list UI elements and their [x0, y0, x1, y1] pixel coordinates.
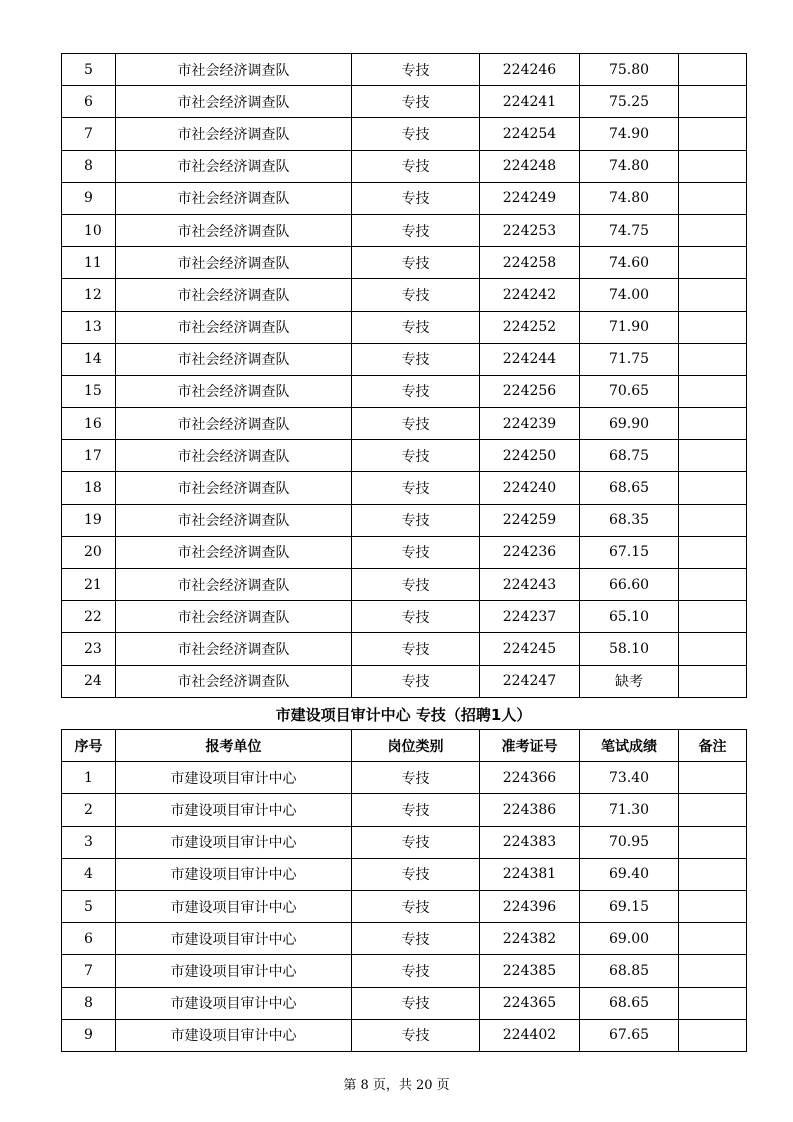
row-number: 5 — [62, 890, 116, 922]
table-row — [62, 247, 747, 279]
remark-cell — [679, 987, 747, 1019]
row-number: 7 — [62, 118, 116, 150]
table-row — [62, 440, 747, 472]
remark-cell — [679, 214, 747, 246]
section-title: 市建设项目审计中心 专技（招聘1人） — [275, 706, 532, 724]
exam-number-cell: 224382 — [480, 923, 580, 955]
category-cell: 专技 — [352, 569, 480, 601]
table-row — [62, 408, 747, 440]
table-row — [62, 279, 747, 311]
score-cell: 68.65 — [580, 987, 679, 1019]
table-row — [62, 150, 747, 182]
score-cell: 74.80 — [580, 150, 679, 182]
category-cell: 专技 — [352, 987, 480, 1019]
category-cell: 专技 — [352, 214, 480, 246]
remark-cell — [679, 54, 747, 86]
category-cell: 专技 — [352, 633, 480, 665]
exam-number-cell: 224243 — [480, 569, 580, 601]
score-cell: 75.25 — [580, 86, 679, 118]
unit-cell: 市社会经济调查队 — [116, 408, 352, 440]
exam-number-cell: 224386 — [480, 794, 580, 826]
header-category: 岗位类别 — [352, 730, 480, 762]
table-row — [62, 633, 747, 665]
remark-cell — [679, 955, 747, 987]
category-cell: 专技 — [352, 247, 480, 279]
row-number: 8 — [62, 150, 116, 182]
table-row — [62, 665, 747, 697]
score-cell: 68.65 — [580, 472, 679, 504]
score-cell: 58.10 — [580, 633, 679, 665]
table-row — [62, 118, 747, 150]
table-row — [62, 762, 747, 794]
row-number: 15 — [62, 375, 116, 407]
category-cell: 专技 — [352, 311, 480, 343]
score-cell: 73.40 — [580, 762, 679, 794]
exam-number-cell: 224242 — [480, 279, 580, 311]
score-cell: 71.90 — [580, 311, 679, 343]
header-remark: 备注 — [679, 730, 747, 762]
score-cell: 71.75 — [580, 343, 679, 375]
exam-number-cell: 224240 — [480, 472, 580, 504]
unit-cell: 市社会经济调查队 — [116, 472, 352, 504]
table-row — [62, 214, 747, 246]
category-cell: 专技 — [352, 343, 480, 375]
row-number: 23 — [62, 633, 116, 665]
table-row — [62, 375, 747, 407]
category-cell: 专技 — [352, 408, 480, 440]
exam-number-cell: 224236 — [480, 536, 580, 568]
exam-number-cell: 224365 — [480, 987, 580, 1019]
category-cell: 专技 — [352, 54, 480, 86]
category-cell: 专技 — [352, 86, 480, 118]
exam-number-cell: 224253 — [480, 214, 580, 246]
row-number: 6 — [62, 923, 116, 955]
category-cell: 专技 — [352, 794, 480, 826]
remark-cell — [679, 343, 747, 375]
table-header-row — [62, 730, 747, 762]
remark-cell — [679, 247, 747, 279]
score-cell: 71.30 — [580, 794, 679, 826]
unit-cell: 市社会经济调查队 — [116, 665, 352, 697]
unit-cell: 市建设项目审计中心 — [116, 826, 352, 858]
header-exam-no: 准考证号 — [480, 730, 580, 762]
unit-cell: 市社会经济调查队 — [116, 118, 352, 150]
table-row — [62, 923, 747, 955]
row-number: 11 — [62, 247, 116, 279]
unit-cell: 市社会经济调查队 — [116, 182, 352, 214]
table-row — [62, 601, 747, 633]
score-cell: 70.95 — [580, 826, 679, 858]
unit-cell: 市社会经济调查队 — [116, 440, 352, 472]
score-cell: 75.80 — [580, 54, 679, 86]
remark-cell — [679, 182, 747, 214]
category-cell: 专技 — [352, 375, 480, 407]
category-cell: 专技 — [352, 665, 480, 697]
row-number: 9 — [62, 182, 116, 214]
remark-cell — [679, 279, 747, 311]
category-cell: 专技 — [352, 182, 480, 214]
unit-cell: 市社会经济调查队 — [116, 504, 352, 536]
exam-number-cell: 224396 — [480, 890, 580, 922]
unit-cell: 市建设项目审计中心 — [116, 858, 352, 890]
unit-cell: 市建设项目审计中心 — [116, 1019, 352, 1051]
row-number: 19 — [62, 504, 116, 536]
row-number: 1 — [62, 762, 116, 794]
score-cell: 缺考 — [580, 665, 679, 697]
exam-number-cell: 224241 — [480, 86, 580, 118]
exam-number-cell: 224247 — [480, 665, 580, 697]
unit-cell: 市社会经济调查队 — [116, 279, 352, 311]
row-number: 24 — [62, 665, 116, 697]
exam-number-cell: 224254 — [480, 118, 580, 150]
unit-cell: 市社会经济调查队 — [116, 343, 352, 375]
remark-cell — [679, 633, 747, 665]
unit-cell: 市建设项目审计中心 — [116, 987, 352, 1019]
header-score: 笔试成绩 — [580, 730, 679, 762]
unit-cell: 市社会经济调查队 — [116, 54, 352, 86]
remark-cell — [679, 890, 747, 922]
remark-cell — [679, 794, 747, 826]
results-table-social-survey — [61, 53, 747, 698]
score-cell: 68.85 — [580, 955, 679, 987]
category-cell: 专技 — [352, 858, 480, 890]
unit-cell: 市社会经济调查队 — [116, 311, 352, 343]
row-number: 14 — [62, 343, 116, 375]
score-cell: 68.75 — [580, 440, 679, 472]
remark-cell — [679, 150, 747, 182]
row-number: 22 — [62, 601, 116, 633]
row-number: 3 — [62, 826, 116, 858]
exam-number-cell: 224259 — [480, 504, 580, 536]
exam-number-cell: 224383 — [480, 826, 580, 858]
exam-number-cell: 224249 — [480, 182, 580, 214]
score-cell: 74.00 — [580, 279, 679, 311]
table-row — [62, 343, 747, 375]
exam-number-cell: 224250 — [480, 440, 580, 472]
table-row — [62, 987, 747, 1019]
remark-cell — [679, 569, 747, 601]
table-row — [62, 826, 747, 858]
score-cell: 66.60 — [580, 569, 679, 601]
remark-cell — [679, 858, 747, 890]
remark-cell — [679, 826, 747, 858]
remark-cell — [679, 601, 747, 633]
unit-cell: 市建设项目审计中心 — [116, 794, 352, 826]
remark-cell — [679, 472, 747, 504]
table-row — [62, 311, 747, 343]
exam-number-cell: 224237 — [480, 601, 580, 633]
exam-number-cell: 224385 — [480, 955, 580, 987]
score-cell: 67.15 — [580, 536, 679, 568]
row-number: 6 — [62, 86, 116, 118]
score-cell: 69.15 — [580, 890, 679, 922]
unit-cell: 市建设项目审计中心 — [116, 890, 352, 922]
table-row — [62, 182, 747, 214]
table-row — [62, 794, 747, 826]
row-number: 4 — [62, 858, 116, 890]
score-cell: 65.10 — [580, 601, 679, 633]
score-cell: 74.80 — [580, 182, 679, 214]
score-cell: 69.40 — [580, 858, 679, 890]
remark-cell — [679, 1019, 747, 1051]
unit-cell: 市建设项目审计中心 — [116, 923, 352, 955]
table-row — [62, 54, 747, 86]
score-cell: 74.60 — [580, 247, 679, 279]
results-table-audit-center — [61, 729, 747, 1052]
category-cell: 专技 — [352, 923, 480, 955]
score-cell: 74.75 — [580, 214, 679, 246]
remark-cell — [679, 311, 747, 343]
row-number: 16 — [62, 408, 116, 440]
row-number: 9 — [62, 1019, 116, 1051]
category-cell: 专技 — [352, 279, 480, 311]
row-number: 10 — [62, 214, 116, 246]
category-cell: 专技 — [352, 890, 480, 922]
exam-number-cell: 224248 — [480, 150, 580, 182]
score-cell: 68.35 — [580, 504, 679, 536]
category-cell: 专技 — [352, 440, 480, 472]
header-unit: 报考单位 — [116, 730, 352, 762]
score-cell: 67.65 — [580, 1019, 679, 1051]
unit-cell: 市社会经济调查队 — [116, 86, 352, 118]
score-cell: 70.65 — [580, 375, 679, 407]
unit-cell: 市社会经济调查队 — [116, 633, 352, 665]
row-number: 17 — [62, 440, 116, 472]
category-cell: 专技 — [352, 762, 480, 794]
score-cell: 74.90 — [580, 118, 679, 150]
unit-cell: 市建设项目审计中心 — [116, 762, 352, 794]
header-no: 序号 — [62, 730, 116, 762]
exam-number-cell: 224381 — [480, 858, 580, 890]
table-row — [62, 890, 747, 922]
category-cell: 专技 — [352, 601, 480, 633]
category-cell: 专技 — [352, 536, 480, 568]
row-number: 2 — [62, 794, 116, 826]
unit-cell: 市社会经济调查队 — [116, 247, 352, 279]
remark-cell — [679, 375, 747, 407]
exam-number-cell: 224246 — [480, 54, 580, 86]
exam-number-cell: 224402 — [480, 1019, 580, 1051]
unit-cell: 市社会经济调查队 — [116, 569, 352, 601]
unit-cell: 市社会经济调查队 — [116, 601, 352, 633]
remark-cell — [679, 86, 747, 118]
table-row — [62, 86, 747, 118]
unit-cell: 市社会经济调查队 — [116, 214, 352, 246]
unit-cell: 市社会经济调查队 — [116, 536, 352, 568]
table-row — [62, 536, 747, 568]
score-cell: 69.90 — [580, 408, 679, 440]
unit-cell: 市社会经济调查队 — [116, 375, 352, 407]
row-number: 20 — [62, 536, 116, 568]
row-number: 5 — [62, 54, 116, 86]
remark-cell — [679, 440, 747, 472]
category-cell: 专技 — [352, 150, 480, 182]
row-number: 8 — [62, 987, 116, 1019]
exam-number-cell: 224258 — [480, 247, 580, 279]
remark-cell — [679, 408, 747, 440]
exam-number-cell: 224366 — [480, 762, 580, 794]
table-row — [62, 1019, 747, 1051]
score-cell: 69.00 — [580, 923, 679, 955]
category-cell: 专技 — [352, 826, 480, 858]
table-row — [62, 858, 747, 890]
category-cell: 专技 — [352, 472, 480, 504]
row-number: 12 — [62, 279, 116, 311]
row-number: 13 — [62, 311, 116, 343]
exam-number-cell: 224252 — [480, 311, 580, 343]
exam-number-cell: 224239 — [480, 408, 580, 440]
page-footer: 第 8 页，共 20 页 — [343, 1078, 450, 1093]
row-number: 21 — [62, 569, 116, 601]
category-cell: 专技 — [352, 1019, 480, 1051]
remark-cell — [679, 504, 747, 536]
unit-cell: 市社会经济调查队 — [116, 150, 352, 182]
exam-number-cell: 224256 — [480, 375, 580, 407]
unit-cell: 市建设项目审计中心 — [116, 955, 352, 987]
category-cell: 专技 — [352, 504, 480, 536]
remark-cell — [679, 536, 747, 568]
category-cell: 专技 — [352, 118, 480, 150]
exam-number-cell: 224245 — [480, 633, 580, 665]
table-row — [62, 504, 747, 536]
remark-cell — [679, 923, 747, 955]
exam-number-cell: 224244 — [480, 343, 580, 375]
remark-cell — [679, 118, 747, 150]
row-number: 18 — [62, 472, 116, 504]
remark-cell — [679, 762, 747, 794]
table-row — [62, 955, 747, 987]
table-row — [62, 569, 747, 601]
row-number: 7 — [62, 955, 116, 987]
table-row — [62, 472, 747, 504]
remark-cell — [679, 665, 747, 697]
category-cell: 专技 — [352, 955, 480, 987]
